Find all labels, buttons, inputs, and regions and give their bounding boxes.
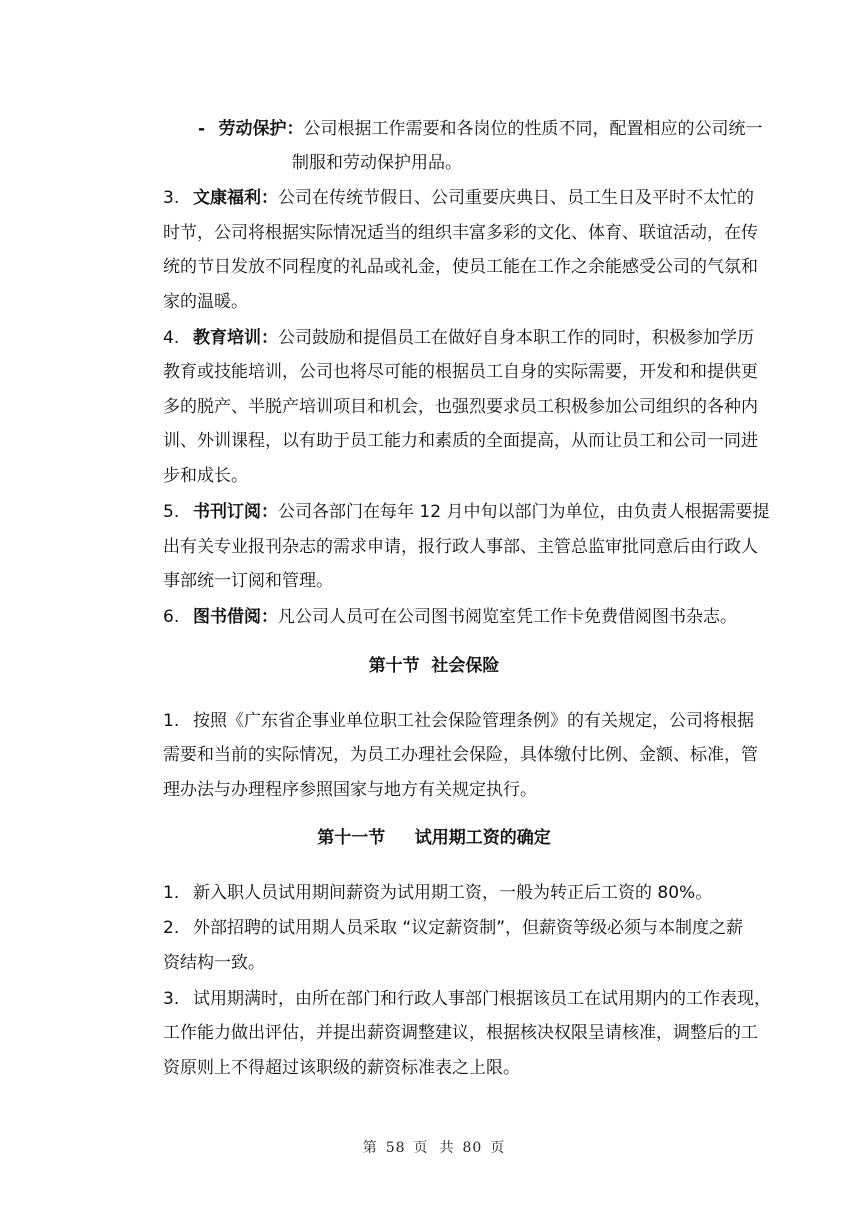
current-page-number: 58 (385, 1140, 406, 1156)
footer-prefix: 第 (362, 1140, 378, 1156)
item-number: 1. (163, 883, 180, 903)
item-number: 3. (163, 188, 180, 208)
item-5-line-1 (163, 500, 769, 524)
item-6-line-1 (163, 605, 737, 629)
item-3-line-2: 时节，公司将根据实际情况适当的组织丰富多彩的文化、体育、联谊活动，在传 (163, 223, 758, 243)
labor-text-1: 公司根据工作需要和各岗位的性质不同，配置相应的公司统一 (303, 119, 763, 139)
section-10-item-1-line-2: 需要和当前的实际情况，为员工办理社会保险，具体缴付比例、金额、标准，管 (163, 745, 758, 765)
section-11-item-1-line-1 (163, 881, 712, 905)
item-text: 新入职人员试用期间薪资为试用期工资，一般为转正后工资的 80%。 (193, 883, 713, 903)
item-4-line-2: 教育或技能培训，公司也将尽可能的根据员工自身的实际需要，开发和和提供更 (163, 362, 758, 382)
item-4-line-4: 训、外训课程，以有助于员工能力和素质的全面提高，从而让员工和公司一同进 (163, 431, 758, 451)
item-number: 5. (163, 502, 180, 522)
bullet: - (198, 119, 206, 139)
item-text: 公司鼓励和提倡员工在做好自身本职工作的同时，积极参加学历 (278, 328, 754, 348)
section-11-item-2-line-2: 资结构一致。 (163, 953, 265, 973)
section-11-item-2-line-1 (163, 916, 743, 940)
item-label: 图书借阅： (193, 607, 278, 627)
item-3-line-4: 家的温暖。 (163, 292, 248, 312)
section-10-item-1-line-3: 理办法与办理程序参照国家与地方有关规定执行。 (163, 780, 537, 800)
footer-mid: 页 共 (413, 1140, 455, 1156)
item-label: 教育培训： (193, 328, 278, 348)
item-number: 2. (163, 918, 180, 938)
section-10-item-1-line-1 (163, 709, 754, 733)
item-text: 按照《广东省企事业单位职工社会保险管理条例》的有关规定，公司将根据 (193, 711, 754, 731)
item-text: 试用期满时，由所在部门和行政人事部门根据该员工在试用期内的工作表现， (193, 989, 771, 1009)
page-footer (0, 1137, 868, 1157)
item-text: 公司在传统节假日、公司重要庆典日、员工生日及平时不太忙的 (278, 188, 754, 208)
footer-suffix: 页 (490, 1140, 506, 1156)
item-text: 公司各部门在每年 12 月中旬以部门为单位，由负责人根据需要提 (278, 502, 770, 522)
item-number: 1. (163, 711, 180, 731)
item-5-line-3: 事部统一订阅和管理。 (163, 571, 333, 591)
item-4-line-1 (163, 326, 754, 350)
item-text: 外部招聘的试用期人员采取 “议定薪资制”，但薪资等级必须与本制度之薪 (193, 918, 744, 938)
item-3-line-3: 统的节日发放不同程度的礼品或礼金，使员工能在工作之余能感受公司的气氛和 (163, 257, 758, 277)
section-11-title: 第十一节 试用期工资的确定 (317, 828, 551, 848)
labor-protection-line (198, 117, 762, 141)
item-4-line-3: 多的脱产、半脱产培训项目和机会，也强烈要求员工积极参加公司组织的各种内 (163, 397, 758, 417)
item-label: 文康福利： (193, 188, 278, 208)
labor-text-2: 制服和劳动保护用品。 (292, 153, 462, 173)
item-4-line-5: 步和成长。 (163, 466, 248, 486)
labor-label: 劳动保护： (218, 119, 304, 139)
item-number: 3. (163, 989, 180, 1009)
item-3-line-1 (163, 186, 773, 210)
section-11-item-3-line-2: 工作能力做出评估，并提出薪资调整建议，根据核决权限呈请核准，调整后的工 (163, 1023, 758, 1043)
section-11-item-3-line-1 (163, 987, 771, 1011)
total-page-number: 80 (462, 1140, 483, 1156)
item-number: 6. (163, 607, 180, 627)
section-11-item-3-line-3: 资原则上不得超过该职级的薪资标准表之上限。 (163, 1058, 520, 1078)
section-10-title: 第十节 社会保险 (368, 656, 500, 676)
item-5-line-2: 出有关专业报刊杂志的需求申请，报行政人事部、主管总监审批同意后由行政人 (163, 537, 758, 557)
item-label: 书刊订阅： (193, 502, 278, 522)
item-text: 凡公司人员可在公司图书阅览室凭工作卡免费借阅图书杂志。 (278, 607, 737, 627)
item-number: 4. (163, 328, 180, 348)
